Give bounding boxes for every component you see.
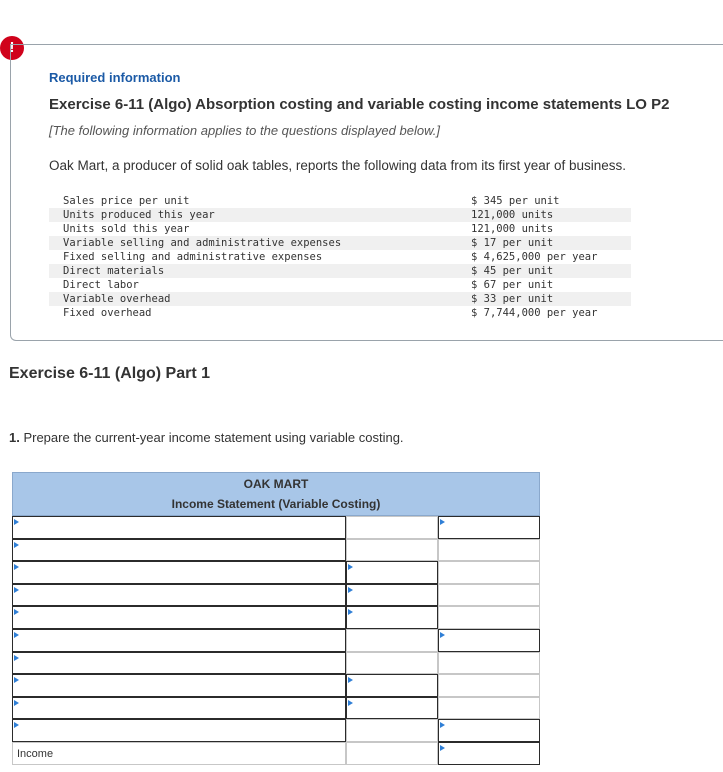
part-title: Exercise 6-11 (Algo) Part 1 — [9, 365, 210, 382]
total-cell — [438, 606, 540, 629]
total-cell — [438, 652, 540, 675]
statement-row — [12, 719, 540, 742]
amount-cell — [346, 629, 438, 652]
data-row — [49, 264, 631, 278]
data-label: Fixed selling and administrative expenses — [63, 251, 323, 263]
line-item-dropdown[interactable] — [12, 697, 346, 720]
statement-row — [12, 606, 540, 629]
statement-row — [12, 697, 540, 720]
data-row — [49, 278, 631, 292]
amount-input[interactable] — [346, 674, 438, 697]
data-row — [49, 292, 631, 306]
data-label: Direct labor — [63, 279, 139, 291]
statement-header — [12, 472, 540, 516]
data-row — [49, 306, 631, 320]
statement-row — [12, 652, 540, 675]
line-item-dropdown[interactable] — [12, 561, 346, 584]
data-label: Sales price per unit — [63, 195, 190, 207]
statement-row-income — [12, 742, 540, 765]
data-value: $ 17 per unit — [471, 236, 631, 250]
data-value: $ 7,744,000 per year — [471, 307, 598, 319]
amount-cell — [346, 742, 438, 765]
data-label: Units sold this year — [63, 223, 190, 235]
line-item-dropdown[interactable] — [12, 674, 346, 697]
question-text — [9, 430, 404, 445]
total-cell — [438, 674, 540, 697]
total-input[interactable] — [438, 719, 540, 742]
data-value: $ 33 per unit — [471, 292, 631, 306]
amount-input[interactable] — [346, 584, 438, 607]
question-number: 1. — [9, 430, 20, 445]
line-item-dropdown[interactable] — [12, 516, 346, 539]
total-input[interactable] — [438, 629, 540, 652]
statement-row — [12, 584, 540, 607]
line-item-dropdown[interactable] — [12, 629, 346, 652]
line-item-dropdown[interactable] — [12, 539, 346, 562]
data-label: Units produced this year — [49, 208, 471, 222]
data-label: Variable selling and administrative expenses — [49, 236, 471, 250]
data-value: $ 45 per unit — [471, 264, 631, 278]
income-statement-worksheet — [12, 472, 540, 765]
line-item-dropdown[interactable] — [12, 584, 346, 607]
data-value: $ 345 per unit — [471, 195, 560, 207]
total-cell — [438, 561, 540, 584]
amount-input[interactable] — [346, 561, 438, 584]
amount-input[interactable] — [346, 606, 438, 629]
data-value: 121,000 units — [471, 223, 554, 235]
instruction-note: [The following information applies to the questions displayed below.] — [49, 123, 440, 138]
line-item-dropdown[interactable] — [12, 652, 346, 675]
total-cell — [438, 584, 540, 607]
income-total-input[interactable] — [438, 742, 540, 765]
line-item-dropdown[interactable] — [12, 606, 346, 629]
statement-row — [12, 516, 540, 539]
data-label: Variable overhead — [49, 292, 471, 306]
amount-input[interactable] — [346, 697, 438, 720]
data-label: Direct materials — [49, 264, 471, 278]
total-cell — [438, 539, 540, 562]
data-value: 121,000 units — [471, 208, 631, 222]
total-cell — [438, 697, 540, 720]
data-row — [49, 236, 631, 250]
data-label: Fixed overhead — [63, 307, 152, 319]
amount-cell — [346, 539, 438, 562]
required-info-heading: Required information — [49, 70, 181, 85]
statement-row — [12, 629, 540, 652]
total-input[interactable] — [438, 516, 540, 539]
intro-text: Oak Mart, a producer of solid oak tables, reports the following data from its first year of business. — [49, 158, 627, 173]
line-item-dropdown[interactable] — [12, 719, 346, 742]
statement-row — [12, 561, 540, 584]
data-row — [49, 194, 631, 208]
exercise-title: Exercise 6-11 (Algo) Absorption costing and variable costing income statements LO P2 — [49, 96, 670, 113]
data-row — [49, 222, 631, 236]
data-row — [49, 250, 631, 264]
data-row — [49, 208, 631, 222]
amount-cell — [346, 516, 438, 539]
amount-cell — [346, 719, 438, 742]
statement-row — [12, 539, 540, 562]
question-body: Prepare the current-year income statement using variable costing. — [19, 430, 404, 445]
amount-cell — [346, 652, 438, 675]
income-label-cell — [12, 742, 346, 765]
data-value: $ 67 per unit — [471, 279, 554, 291]
alert-icon: ! — [0, 36, 24, 60]
statement-title: Income Statement (Variable Costing) — [171, 497, 381, 511]
data-value: $ 4,625,000 per year — [471, 251, 598, 263]
given-data-table — [49, 194, 631, 320]
income-label: Income — [17, 747, 54, 760]
statement-row — [12, 674, 540, 697]
company-name: OAK MART — [243, 477, 309, 491]
